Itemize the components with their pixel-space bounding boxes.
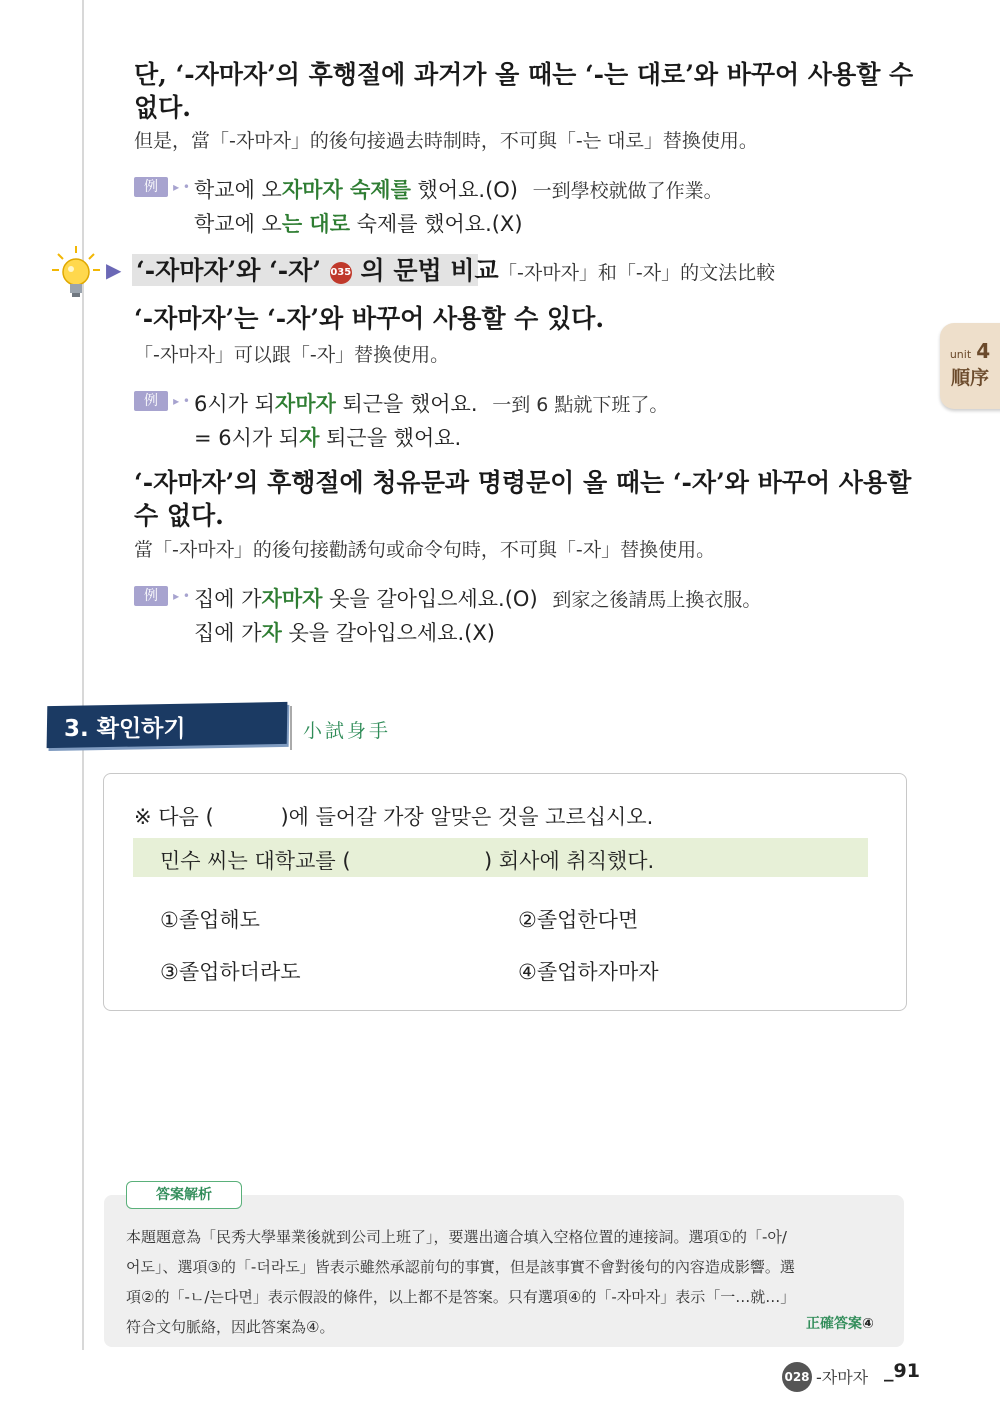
- quiz-option-3[interactable]: ③졸업하더라도: [160, 960, 301, 984]
- example-tag: 例: [134, 177, 168, 197]
- note2-korean: ‘-자마자’는 ‘-자’와 바꾸어 사용할 수 있다.: [134, 304, 605, 333]
- arrow-icon: ▸ •: [173, 589, 191, 603]
- page-number: _91: [884, 1360, 920, 1382]
- quiz-option-4[interactable]: ④졸업하자마자: [518, 960, 659, 984]
- note3-korean: ‘-자마자’의 후행절에 청유문과 명령문이 올 때는 ‘-자’와 바꾸어 사용할 수 없다.: [134, 468, 912, 530]
- example2-line2: = 6시가 되자 퇴근을 했어요.: [194, 426, 462, 450]
- note1-chinese: 但是，當「-자마자」的後句接過去時制時，不可與「-는 대로」替換使用。: [134, 130, 758, 152]
- section-divider: [290, 706, 292, 750]
- lightbulb-icon: [50, 244, 102, 302]
- example-tag: 例: [134, 391, 168, 411]
- example1-line1: 학교에 오자마자 숙제를 했어요.(O) 一到學校就做了作業。: [194, 178, 723, 202]
- margin-line: [82, 0, 84, 1350]
- answer-tag: 答案解析: [126, 1181, 242, 1209]
- note3-chinese: 當「-자마자」的後句接勸誘句或命令句時，不可與「-자」替換使用。: [134, 539, 716, 561]
- play-arrow-icon: ▶: [106, 258, 122, 282]
- example2-translation: 一到 6 點就下班了。: [492, 394, 669, 416]
- example2-marker: [134, 390, 190, 411]
- unit-number: 4: [976, 339, 991, 363]
- unit-label: unit: [949, 348, 972, 361]
- unit-side-tab[interactable]: [940, 323, 1000, 409]
- compare-title-chinese: 「-자마자」和「-자」的文法比較: [498, 262, 776, 284]
- arrow-icon: ▸ •: [173, 180, 191, 194]
- quiz-option-1[interactable]: ①졸업해도: [160, 908, 260, 932]
- section-title: 3. 확인하기: [64, 716, 186, 742]
- example3-line1: 집에 가자마자 옷을 갈아입으세요.(O) 到家之後請馬上換衣服。: [194, 587, 762, 611]
- example3-marker: [134, 585, 190, 606]
- compare-title: ‘-자마자’와 ‘-자’ 035 의 문법 비교: [136, 256, 499, 285]
- note2-chinese: 「-자마자」可以跟「-자」替換使用。: [134, 344, 450, 366]
- answer-explanation: 本題題意為「民秀大學畢業後就到公司上班了」，要選出適合填入空格位置的連接詞。選項①的「-아/ 어도」、選項③的「-더라도」皆表示雖然承認前句的事實，但是該事實不會對後句的內容造成影響。選 項②的「-ㄴ/는다면」表示假設的條件，以上都不是答案。只有選項④的「-자마자」表示「一…就…」 符合文句脈絡，因此答案為④。: [126, 1228, 796, 1336]
- quiz-instruction: ※ 다음 ( )에 들어갈 가장 알맞은 것을 고르십시오.: [134, 805, 654, 829]
- correct-answer: 正確答案④: [806, 1316, 874, 1332]
- footer-grammar: -자마자: [816, 1368, 869, 1387]
- example1-marker: [134, 176, 190, 197]
- arrow-icon: ▸ •: [173, 394, 191, 408]
- section-subtitle: 小試身手: [303, 720, 392, 742]
- quiz-sentence: 민수 씨는 대학교를 ( ) 회사에 취직했다.: [160, 849, 655, 873]
- quiz-option-2[interactable]: ②졸업한다면: [518, 908, 639, 932]
- example3-translation: 到家之後請馬上換衣服。: [552, 589, 762, 611]
- grammar-number-badge: 035: [330, 262, 352, 284]
- unit-title: 順序: [950, 367, 989, 389]
- example2-line1: 6시가 되자마자 퇴근을 했어요. 一到 6 點就下班了。: [194, 392, 669, 416]
- example-tag: 例: [134, 586, 168, 606]
- note1-korean: 단, ‘-자마자’의 후행절에 과거가 올 때는 ‘-는 대로’와 바꾸어 사용할 수 없다.: [134, 60, 914, 122]
- example3-line2: 집에 가자 옷을 갈아입으세요.(X): [194, 621, 495, 645]
- example1-translation: 一到學校就做了作業。: [532, 180, 723, 202]
- example1-line2: 학교에 오는 대로 숙제를 했어요.(X): [194, 212, 523, 236]
- footer-badge: 028: [782, 1362, 812, 1392]
